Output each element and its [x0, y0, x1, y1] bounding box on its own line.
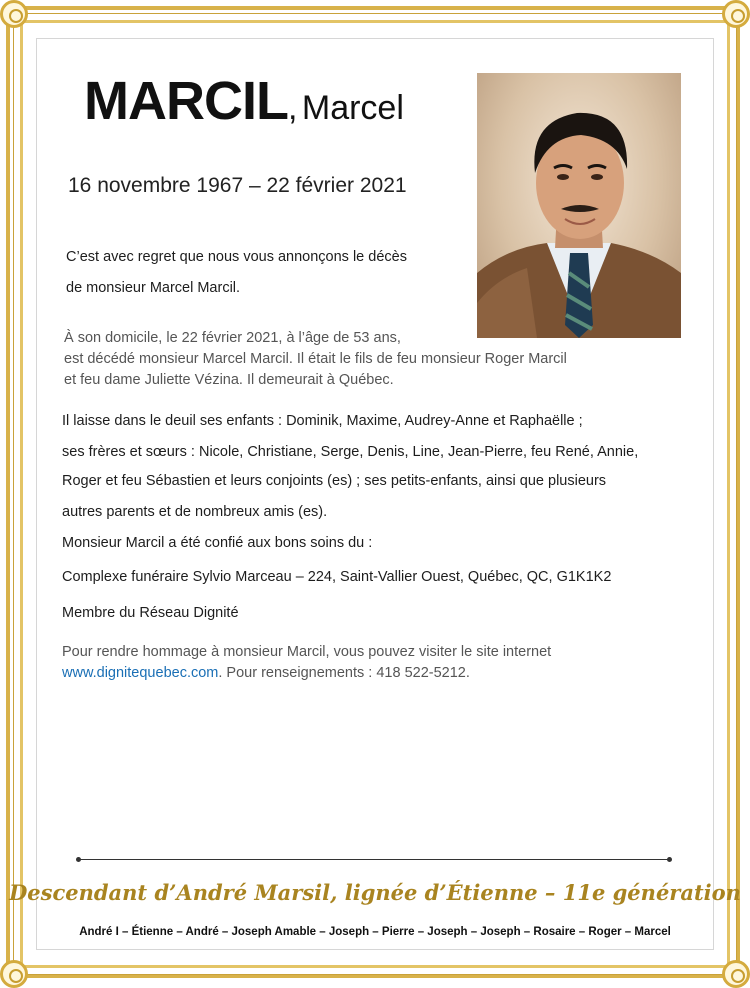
surname: MARCIL [84, 71, 288, 131]
footer-divider [78, 859, 670, 860]
death-text-line-2: est décédé monsieur Marcel Marcil. Il était le fils de feu monsieur Roger Marcil [64, 351, 567, 367]
portrait-illustration [477, 73, 681, 338]
corner-ornament-bottom-left [0, 960, 28, 988]
family-text-line-2: ses frères et sœurs : Nicole, Christiane, Serge, Denis, Line, Jean-Pierre, feu René, Annie, [62, 444, 639, 460]
lineage-chain: André I – Étienne – André – Joseph Amable – Joseph – Pierre – Joseph – Joseph – Rosaire – Roger – Marcel [79, 926, 671, 938]
family-text-line-3: Roger et feu Sébastien et leurs conjoints (es) ; ses petits-enfants, ainsi que plusieurs [62, 473, 607, 489]
life-dates: 16 novembre 1967 – 22 février 2021 [68, 174, 407, 197]
contact-line [62, 665, 470, 681]
tribute-text: Pour rendre hommage à monsieur Marcil, vous pouvez visiter le site internet [62, 644, 552, 660]
family-text-line-4: autres parents et de nombreux amis (es). [62, 504, 328, 520]
intro-text-line-2: de monsieur Marcel Marcil. [66, 280, 241, 296]
family-text-line-1: Il laisse dans le deuil ses enfants : Dominik, Maxime, Audrey-Anne et Raphaëlle ; [62, 413, 583, 429]
lineage-title: Descendant d’André Marsil, lignée d’Étienne – 11e génération [9, 880, 741, 905]
network-membership: Membre du Réseau Dignité [62, 605, 239, 621]
corner-ornament-bottom-right [722, 960, 750, 988]
portrait-photo [477, 73, 681, 338]
name-separator: , [287, 89, 298, 127]
death-text-line-3: et feu dame Juliette Vézina. Il demeurait à Québec. [64, 372, 394, 388]
corner-ornament-top-right [722, 0, 750, 28]
corner-ornament-top-left [0, 0, 28, 28]
care-text: Monsieur Marcil a été confié aux bons soins du : [62, 535, 373, 551]
death-text-line-1: À son domicile, le 22 février 2021, à l’âge de 53 ans, [64, 330, 401, 346]
phone-info: . Pour renseignements : 418 522-5212. [218, 665, 470, 681]
funeral-home-address: Complexe funéraire Sylvio Marceau – 224, Saint-Vallier Ouest, Québec, QC, G1K1K2 [62, 569, 612, 585]
deceased-name [84, 70, 404, 132]
intro-text-line-1: C’est avec regret que nous vous annonçons le décès [66, 249, 407, 265]
website-link[interactable]: www.dignitequebec.com [62, 665, 219, 681]
given-name: Marcel [301, 89, 404, 127]
